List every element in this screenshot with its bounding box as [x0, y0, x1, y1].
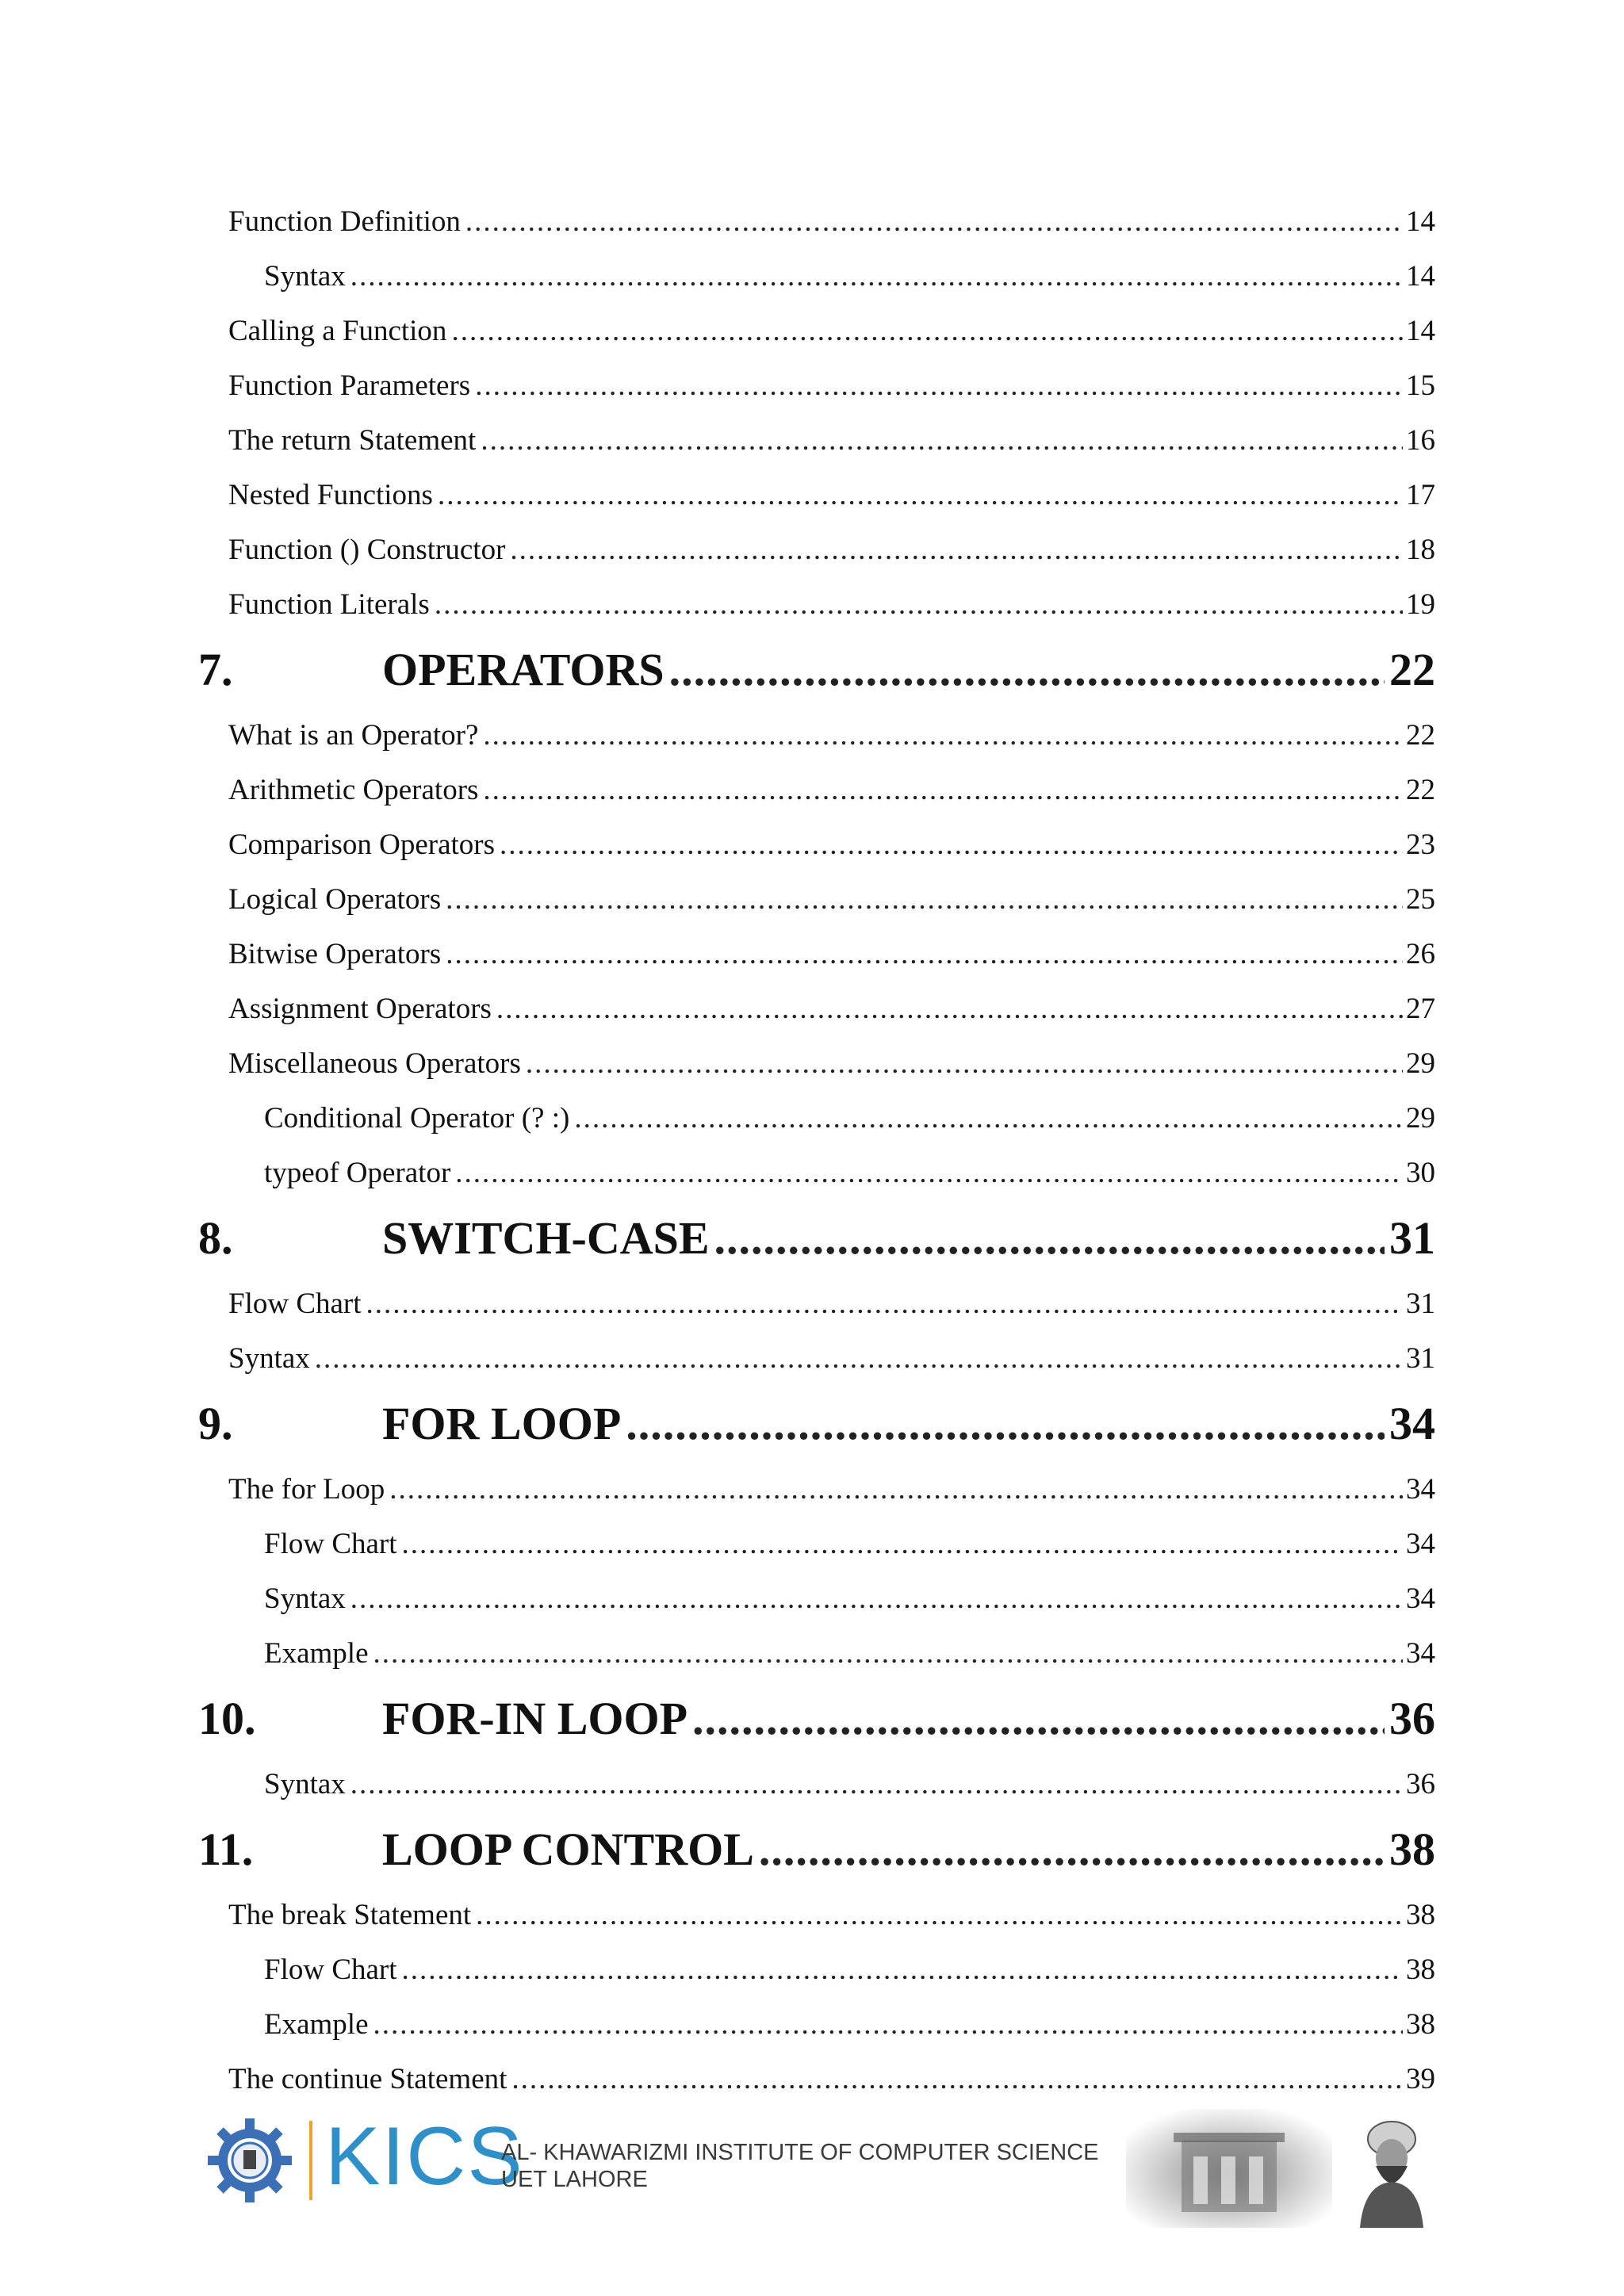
chapter-number: 10.: [198, 1693, 256, 1744]
page-number: 31: [1406, 1288, 1435, 1320]
page-number: 22: [1389, 644, 1435, 695]
dot-leader: [465, 194, 1403, 249]
entry-title: Example: [264, 1637, 369, 1670]
page-number: 34: [1406, 1528, 1435, 1560]
toc-entry[interactable]: [198, 194, 1435, 249]
entry-title: Flow Chart: [264, 1528, 397, 1560]
entry-title: Syntax: [264, 1768, 346, 1800]
toc-entry[interactable]: [198, 413, 1435, 468]
chapter-number: 8.: [198, 1212, 233, 1264]
entry-title: Bitwise Operators: [228, 938, 442, 970]
entry-title: LOOP CONTROL: [382, 1823, 754, 1875]
dot-leader: [350, 1757, 1403, 1812]
page-number: 14: [1406, 260, 1435, 293]
chapter-number: 7.: [198, 644, 233, 695]
toc-entry[interactable]: [198, 1462, 1435, 1517]
dot-leader: [315, 1331, 1403, 1386]
entry-title: Calling a Function: [228, 315, 447, 347]
toc-chapter-entry[interactable]: [198, 1200, 1435, 1276]
toc-entry[interactable]: [198, 1757, 1435, 1812]
toc-entry[interactable]: [198, 1146, 1435, 1200]
entry-title: The return Statement: [228, 424, 477, 457]
entry-title: Miscellaneous Operators: [228, 1047, 521, 1080]
entry-title: FOR LOOP: [382, 1398, 622, 1449]
toc-entry[interactable]: [198, 708, 1435, 763]
entry-title: What is an Operator?: [228, 719, 479, 752]
chapter-number: 9.: [198, 1398, 233, 1449]
toc-entry[interactable]: [198, 1888, 1435, 1942]
dot-leader: [455, 1146, 1403, 1200]
toc-entry[interactable]: [198, 1997, 1435, 2052]
entry-title: Example: [264, 2008, 369, 2041]
entry-title: Function Parameters: [228, 369, 471, 402]
dot-leader: [476, 1888, 1403, 1942]
dot-leader: [435, 577, 1403, 632]
dot-leader: [574, 1091, 1403, 1146]
institute-name: [501, 2139, 1099, 2193]
page-number: 31: [1406, 1342, 1435, 1375]
kics-logo-text: KICS: [325, 2110, 524, 2202]
page-number: 29: [1406, 1102, 1435, 1135]
page-number: 14: [1406, 205, 1435, 238]
toc-chapter-entry[interactable]: [198, 1681, 1435, 1757]
entry-title: Syntax: [264, 1582, 346, 1615]
dot-leader: [475, 358, 1403, 413]
page-number: 38: [1389, 1823, 1435, 1875]
dot-leader: [438, 468, 1403, 522]
page-number: 26: [1406, 938, 1435, 970]
uet-gear-logo-icon: [206, 2117, 293, 2204]
toc-entry[interactable]: [198, 468, 1435, 522]
toc-entry[interactable]: [198, 872, 1435, 927]
dot-leader: [446, 872, 1403, 927]
dot-leader: [510, 522, 1403, 577]
page-number: 34: [1406, 1637, 1435, 1670]
page-number: 14: [1406, 315, 1435, 347]
dot-leader: [714, 1200, 1385, 1276]
toc-chapter-entry[interactable]: [198, 1386, 1435, 1462]
toc-entry[interactable]: [198, 1942, 1435, 1997]
toc-entry[interactable]: [198, 358, 1435, 413]
entry-title: The continue Statement: [228, 2063, 508, 2095]
entry-title: The break Statement: [228, 1899, 472, 1931]
toc-entry[interactable]: [198, 249, 1435, 304]
page-number: 29: [1406, 1047, 1435, 1080]
entry-title: typeof Operator: [264, 1157, 451, 1189]
page-number: 27: [1406, 993, 1435, 1025]
page-number: 34: [1406, 1582, 1435, 1615]
entry-title: OPERATORS: [382, 644, 665, 695]
page-number: 25: [1406, 883, 1435, 916]
toc-entry[interactable]: [198, 1276, 1435, 1331]
toc-entry[interactable]: [198, 1091, 1435, 1146]
dot-leader: [483, 763, 1403, 817]
dot-leader: [759, 1812, 1385, 1888]
entry-title: Syntax: [228, 1342, 310, 1375]
toc-entry[interactable]: [198, 817, 1435, 872]
toc-entry[interactable]: [198, 1571, 1435, 1626]
page-number: 34: [1389, 1398, 1435, 1449]
institute-line-1: AL- KHAWARIZMI INSTITUTE OF COMPUTER SCIENCE: [501, 2140, 1099, 2165]
dot-leader: [496, 982, 1403, 1036]
dot-leader: [350, 249, 1403, 304]
dot-leader: [483, 708, 1403, 763]
toc-entry[interactable]: [198, 304, 1435, 358]
dot-leader: [373, 1626, 1403, 1681]
building-image-icon: [1126, 2109, 1332, 2228]
page-number: 38: [1406, 2008, 1435, 2041]
toc-entry[interactable]: [198, 982, 1435, 1036]
institute-line-2: UET LAHORE: [501, 2167, 648, 2192]
page-number: 36: [1389, 1693, 1435, 1744]
dot-leader: [446, 927, 1403, 982]
toc-entry[interactable]: [198, 763, 1435, 817]
footer: [206, 2109, 1443, 2236]
toc-entry[interactable]: [198, 1626, 1435, 1681]
page-number: 15: [1406, 369, 1435, 402]
page-number: 16: [1406, 424, 1435, 457]
dot-leader: [481, 413, 1403, 468]
entry-title: Assignment Operators: [228, 993, 492, 1025]
entry-title: Function Definition: [228, 205, 461, 238]
toc-entry[interactable]: [198, 2052, 1435, 2107]
entry-title: Flow Chart: [264, 1954, 397, 1986]
entry-title: Arithmetic Operators: [228, 774, 479, 806]
page-number: 31: [1389, 1212, 1435, 1264]
entry-title: FOR-IN LOOP: [382, 1693, 688, 1744]
entry-title: Conditional Operator (? :): [264, 1102, 570, 1135]
dot-leader: [402, 1517, 1403, 1571]
dot-leader: [451, 304, 1403, 358]
scholar-portrait-icon: [1348, 2109, 1435, 2228]
entry-title: Flow Chart: [228, 1288, 362, 1320]
toc-entry[interactable]: [198, 577, 1435, 632]
toc-entry[interactable]: [198, 927, 1435, 982]
dot-leader: [366, 1276, 1403, 1331]
page-number: 17: [1406, 479, 1435, 511]
dot-leader: [692, 1681, 1385, 1757]
table-of-contents: [198, 194, 1435, 2107]
entry-title: SWITCH-CASE: [382, 1212, 710, 1264]
dot-leader: [626, 1386, 1385, 1462]
footer-divider: [309, 2121, 312, 2200]
toc-entry[interactable]: [198, 522, 1435, 577]
toc-chapter-entry[interactable]: [198, 1812, 1435, 1888]
dot-leader: [500, 817, 1403, 872]
page-number: 38: [1406, 1954, 1435, 1986]
entry-title: Comparison Operators: [228, 828, 496, 861]
dot-leader: [511, 2052, 1403, 2107]
entry-title: Nested Functions: [228, 479, 433, 511]
toc-chapter-entry[interactable]: [198, 632, 1435, 708]
toc-entry[interactable]: [198, 1331, 1435, 1386]
entry-title: Function () Constructor: [228, 534, 506, 566]
page-number: 30: [1406, 1157, 1435, 1189]
toc-entry[interactable]: [198, 1036, 1435, 1091]
entry-title: Syntax: [264, 260, 346, 293]
entry-title: The for Loop: [228, 1473, 385, 1506]
dot-leader: [669, 632, 1385, 708]
page-number: 18: [1406, 534, 1435, 566]
dot-leader: [402, 1942, 1403, 1997]
page-number: 36: [1406, 1768, 1435, 1800]
toc-entry[interactable]: [198, 1517, 1435, 1571]
page-number: 22: [1406, 774, 1435, 806]
entry-title: Function Literals: [228, 588, 430, 621]
page-number: 34: [1406, 1473, 1435, 1506]
dot-leader: [350, 1571, 1403, 1626]
page-number: 39: [1406, 2063, 1435, 2095]
page-number: 38: [1406, 1899, 1435, 1931]
page-number: 19: [1406, 588, 1435, 621]
dot-leader: [526, 1036, 1403, 1091]
page-number: 22: [1406, 719, 1435, 752]
chapter-number: 11.: [198, 1823, 254, 1875]
dot-leader: [373, 1997, 1403, 2052]
entry-title: Logical Operators: [228, 883, 442, 916]
dot-leader: [389, 1462, 1403, 1517]
page-number: 23: [1406, 828, 1435, 861]
